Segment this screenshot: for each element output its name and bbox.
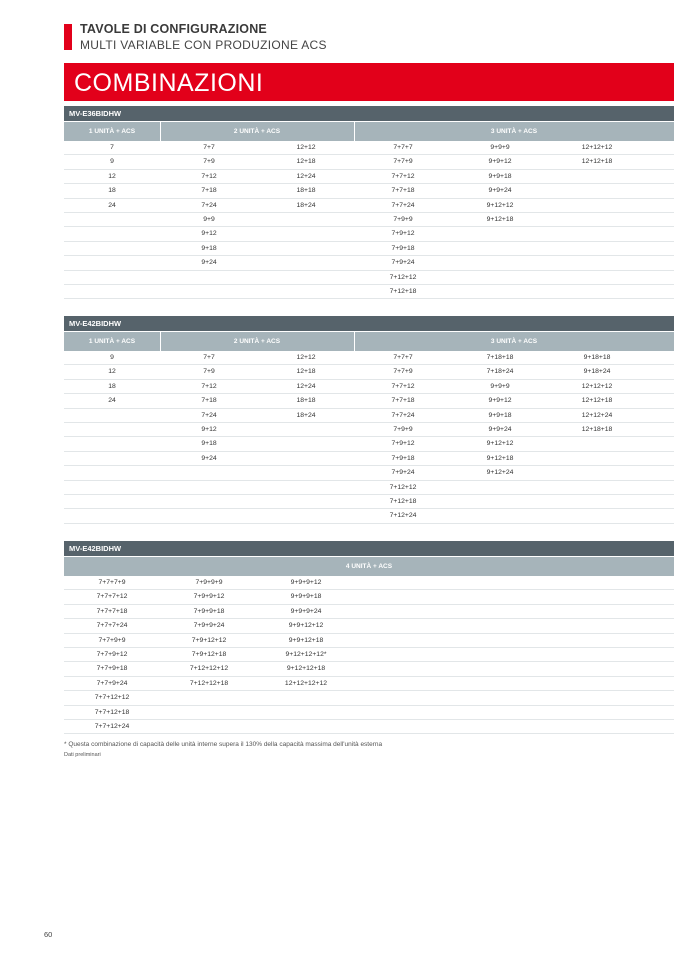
table-row — [64, 242, 674, 256]
table-body — [64, 141, 674, 299]
table-row — [64, 481, 674, 495]
table-cell: 9+9+18 — [488, 411, 512, 419]
table-cell: 7 — [110, 144, 114, 151]
table-row — [64, 141, 674, 155]
table-cell: 12+18+18 — [581, 425, 613, 433]
table-cell: 7+7+9 — [393, 368, 413, 376]
footnote-preliminary: Dati preliminari — [64, 752, 101, 758]
table-row — [64, 285, 674, 299]
table-column-header — [64, 122, 674, 141]
table-cell: 12+18 — [296, 368, 316, 376]
table-cell: 7+7+12 — [391, 382, 415, 390]
table-cell: 12+24 — [296, 172, 316, 180]
table-row — [64, 271, 674, 285]
table-mv-e42bidhw-4-units — [64, 541, 674, 734]
table-row — [64, 495, 674, 509]
table-cell: 9+9+24 — [488, 187, 512, 195]
table-column-header — [64, 332, 674, 351]
table-cell: 7+12 — [201, 172, 217, 180]
table-cell: 7+7+12 — [391, 172, 415, 180]
col-header-3-units: 3 UNITÀ + ACS — [490, 128, 538, 135]
header-subtitle: MULTI VARIABLE CON PRODUZIONE ACS — [80, 38, 327, 52]
table-cell: 18+24 — [296, 201, 316, 209]
table-row — [64, 227, 674, 241]
table-cell: 7+7+24 — [391, 201, 415, 209]
table-cell: 9+18 — [201, 440, 217, 448]
table-cell: 12+12 — [296, 144, 316, 151]
table-column-header — [64, 557, 674, 576]
table-cell: 7+7+7+9 — [98, 579, 126, 586]
table-cell: 7+7+9+12 — [96, 650, 128, 658]
page-number: 60 — [44, 930, 53, 939]
table-cell: 7+24 — [201, 201, 217, 209]
table-cell: 7+7+9+9 — [98, 636, 126, 644]
table-cell: 7+9 — [203, 368, 215, 376]
table-cell: 7+7+18 — [391, 187, 415, 195]
table-cell: 18 — [108, 382, 116, 390]
table-cell: 7+9+9 — [393, 215, 413, 223]
table-cell: 7+9+12 — [391, 440, 415, 448]
table-cell: 7+7+9+18 — [96, 665, 128, 673]
table-cell: 9+12+12 — [486, 201, 514, 209]
table-row — [64, 677, 674, 691]
table-row — [64, 213, 674, 227]
table-cell: 9+9 — [203, 215, 215, 223]
table-row — [64, 199, 674, 213]
banner-title: COMBINAZIONI — [74, 69, 264, 97]
table-row — [64, 720, 674, 734]
table-row — [64, 634, 674, 648]
table-cell: 9+24 — [201, 454, 217, 462]
table-cell: 7+18 — [201, 187, 217, 195]
table-cell: 12+18 — [296, 158, 316, 166]
table-cell: 7+7+7 — [393, 144, 413, 151]
table-cell: 7+12+12 — [389, 483, 417, 491]
table-cell: 7+9+9+18 — [193, 607, 225, 615]
col-header-2-units: 2 UNITÀ + ACS — [233, 128, 281, 135]
table-cell: 7+18 — [201, 397, 217, 405]
footnote: * Questa combinazione di capacità delle unità interne supera il 130% della capacità massima dell'unità esterna — [64, 741, 383, 748]
table-cell: 9+18+18 — [583, 354, 611, 361]
table-cell: 7+9+24 — [391, 469, 415, 477]
table-cell: 7+7+7+18 — [96, 607, 128, 615]
table-cell: 12 — [108, 368, 116, 376]
table-cell: 7+12+12+12 — [189, 665, 229, 673]
table-cell: 12+12+24 — [581, 411, 613, 419]
table-cell: 9+9+12+18 — [288, 636, 324, 644]
table-row — [64, 590, 674, 604]
table-cell: 18+24 — [296, 411, 316, 419]
table-cell: 9+18 — [201, 244, 217, 252]
table-row — [64, 662, 674, 676]
table-row — [64, 648, 674, 662]
table-cell: 7+12 — [201, 382, 217, 390]
table-cell: 9+9+9+12 — [290, 579, 322, 586]
table-cell: 9+9+12+12 — [288, 622, 324, 630]
table-cell: 7+7 — [203, 354, 215, 361]
table-cell: 9+24 — [201, 259, 217, 267]
table-mv-e42bidhw — [64, 316, 674, 524]
table-cell: 12+12+12+12 — [284, 679, 328, 687]
table-cell: 7+9+9+9 — [195, 579, 223, 586]
table-row — [64, 691, 674, 705]
table-body — [64, 576, 674, 734]
table-cell: 18+18 — [296, 397, 316, 405]
table-row — [64, 365, 674, 379]
table-cell: 7+7+24 — [391, 411, 415, 419]
table-cell: 7+7+7+12 — [96, 593, 128, 601]
table-cell: 9+9+12 — [488, 158, 512, 166]
table-cell: 7+12+12 — [389, 273, 417, 281]
table-mv-e36bidhw — [64, 106, 674, 299]
table-row — [64, 256, 674, 270]
table-cell: 7+12+12+18 — [189, 679, 229, 687]
table-cell: 7+7+12+24 — [94, 722, 130, 730]
table-cell: 9+9+18 — [488, 172, 512, 180]
section-banner — [64, 63, 674, 101]
header-accent-bar — [64, 24, 72, 50]
table-row — [64, 619, 674, 633]
table-cell: 9+9+24 — [488, 425, 512, 433]
table-cell: 9+12 — [201, 425, 217, 433]
table-cell: 7+12+18 — [389, 287, 417, 295]
table-cell: 9+12+18 — [486, 454, 514, 462]
table-title: MV-E36BIDHW — [64, 106, 674, 121]
table-cell: 7+9+12+12 — [191, 636, 227, 644]
table-title: MV-E42BIDHW — [64, 316, 674, 331]
table-cell: 9+9+9+18 — [290, 593, 322, 601]
table-cell: 7+9+24 — [391, 259, 415, 267]
table-cell: 7+7 — [203, 144, 215, 151]
table-cell: 24 — [108, 397, 116, 405]
table-cell: 9+9+12 — [488, 397, 512, 405]
table-row — [64, 394, 674, 408]
table-row — [64, 706, 674, 720]
col-header-3-units: 3 UNITÀ + ACS — [490, 338, 538, 345]
table-cell: 7+7+9 — [393, 158, 413, 166]
table-row — [64, 184, 674, 198]
table-row — [64, 452, 674, 466]
table-cell: 7+9+9+24 — [193, 622, 225, 630]
table-cell: 12+12+12 — [581, 144, 613, 151]
table-cell: 9+12 — [201, 230, 217, 238]
table-cell: 18 — [108, 187, 116, 195]
table-row — [64, 437, 674, 451]
table-cell: 9+9+9+24 — [290, 607, 322, 615]
col-header-2-units: 2 UNITÀ + ACS — [233, 338, 281, 345]
table-row — [64, 155, 674, 169]
table-cell: 7+7+9+24 — [96, 679, 128, 687]
table-cell: 9 — [110, 158, 114, 166]
table-cell: 7+7+12+18 — [94, 708, 130, 716]
table-cell: 12+12+18 — [581, 397, 613, 405]
table-cell: 12 — [108, 172, 116, 180]
table-row — [64, 351, 674, 365]
table-cell: 12+12+18 — [581, 158, 613, 166]
table-cell: 7+9 — [203, 158, 215, 166]
table-row — [64, 170, 674, 184]
table-cell: 7+12+24 — [389, 512, 417, 520]
header-title: TAVOLE DI CONFIGURAZIONE — [80, 22, 267, 36]
table-cell: 9+12+18 — [486, 215, 514, 223]
table-cell: 7+7+18 — [391, 397, 415, 405]
table-cell: 9+18+24 — [583, 368, 611, 376]
table-cell: 9+12+24 — [486, 469, 514, 477]
table-row — [64, 409, 674, 423]
table-cell: 12+24 — [296, 382, 316, 390]
table-cell: 7+7+12+12 — [94, 694, 130, 702]
table-cell: 18+18 — [296, 187, 316, 195]
col-header-1-unit: 1 UNITÀ + ACS — [88, 338, 136, 345]
table-cell: 7+9+9 — [393, 425, 413, 433]
table-cell: 7+9+9+12 — [193, 593, 225, 601]
table-row — [64, 423, 674, 437]
table-row — [64, 380, 674, 394]
table-row — [64, 509, 674, 523]
table-title: MV-E42BIDHW — [64, 541, 674, 556]
col-header-1-unit: 1 UNITÀ + ACS — [88, 128, 136, 135]
table-cell: 12+12+12 — [581, 382, 613, 390]
table-cell: 7+18+24 — [486, 368, 514, 376]
table-cell: 7+24 — [201, 411, 217, 419]
table-cell: 9+9+9 — [490, 382, 510, 390]
table-cell: 7+9+12 — [391, 230, 415, 238]
table-cell: 7+7+7+24 — [96, 622, 128, 630]
table-cell: 7+9+18 — [391, 454, 415, 462]
table-cell: 7+9+18 — [391, 244, 415, 252]
table-cell: 7+7+7 — [393, 354, 413, 361]
table-cell: 24 — [108, 201, 116, 209]
col-header-4-units: 4 UNITÀ + ACS — [345, 563, 393, 570]
table-cell: 7+18+18 — [486, 354, 514, 361]
table-cell: 7+9+12+18 — [191, 650, 227, 658]
table-body — [64, 351, 674, 524]
table-cell: 7+12+18 — [389, 497, 417, 505]
table-cell: 12+12 — [296, 354, 316, 361]
table-cell: 9+9+9 — [490, 144, 510, 151]
table-cell: 9 — [110, 354, 114, 361]
table-row — [64, 466, 674, 480]
table-cell: 9+12+12+18 — [286, 665, 326, 673]
table-row — [64, 605, 674, 619]
table-row — [64, 576, 674, 590]
table-cell: 9+12+12 — [486, 440, 514, 448]
table-cell: 9+12+12+12* — [285, 650, 327, 658]
